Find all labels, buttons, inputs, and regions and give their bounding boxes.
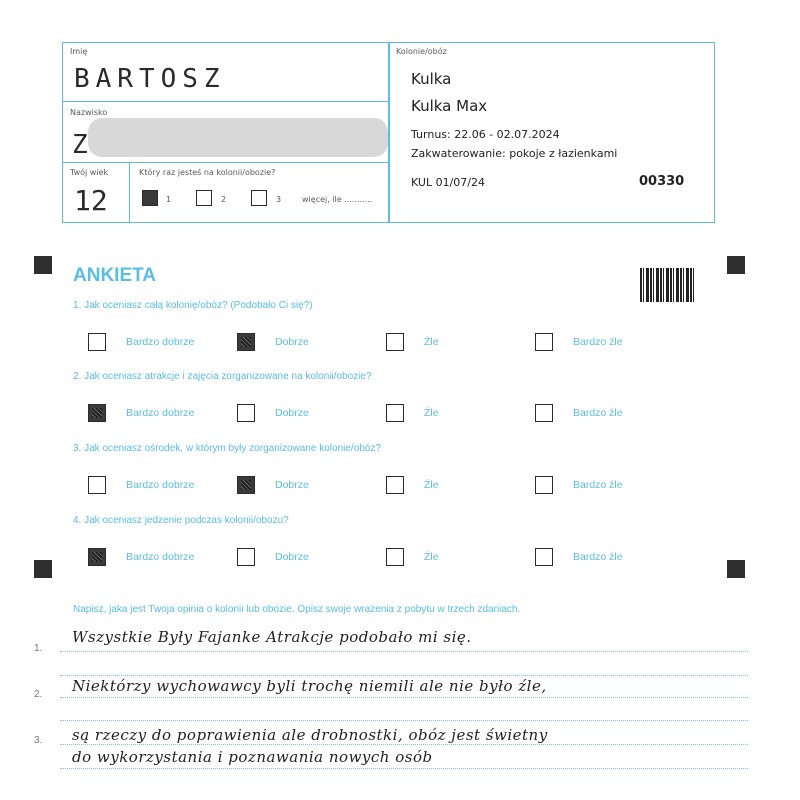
question-1-checkbox-1[interactable]	[88, 333, 106, 351]
question-3-checkbox-4[interactable]	[535, 476, 553, 494]
question-2-option-label: Bardzo dobrze	[126, 407, 195, 419]
opinion-rule-1	[60, 651, 748, 652]
question-4-option-label: Bardzo źle	[573, 551, 623, 563]
opinion-rule-2	[60, 675, 748, 676]
form-number: 00330	[639, 174, 685, 189]
question-1-option-label: Źle	[424, 336, 439, 348]
opinion-prompt: Napisz, jaka jest Twoja opinia o kolonii lub obozie. Opisz swoje wrażenia z pobytu w trzech zdaniach.	[73, 604, 521, 615]
divider-imie	[62, 101, 390, 102]
registration-mark-mid-right	[727, 560, 745, 578]
turnus-text: Turnus: 22.06 - 02.07.2024	[411, 128, 560, 141]
kolonie-line1: Kulka	[411, 70, 452, 88]
imie-value: BARTOSZ	[74, 64, 226, 94]
registration-mark-top-right	[727, 256, 745, 274]
question-4-option-label: Dobrze	[275, 551, 309, 563]
ktory-raz-option-more: więcej, ile ...........	[302, 195, 373, 204]
opinion-text-3: są rzeczy do poprawienia ale drobnostki, obóz jest świetny	[72, 726, 548, 744]
question-1-checkbox-4[interactable]	[535, 333, 553, 351]
question-2-text: 2. Jak oceniasz atrakcje i zajęcia zorganizowane na kolonii/obozie?	[73, 371, 372, 382]
question-4-option-label: Źle	[424, 551, 439, 563]
question-2-checkbox-4[interactable]	[535, 404, 553, 422]
kolonie-line2: Kulka Max	[411, 97, 488, 115]
barcode-icon	[640, 268, 694, 302]
question-4-text: 4. Jak oceniasz jedzenie podczas kolonii/obozu?	[73, 515, 289, 526]
zakwaterowanie-text: Zakwaterowanie: pokoje z łazienkami	[411, 147, 618, 160]
question-4-checkbox-1[interactable]	[88, 548, 106, 566]
opinion-text-4: do wykorzystania i poznawania nowych osób	[72, 748, 433, 766]
opinion-line-number-2: 2.	[34, 689, 43, 700]
registration-mark-mid-left	[34, 560, 52, 578]
question-4-option-label: Bardzo dobrze	[126, 551, 195, 563]
question-3-option-label: Bardzo dobrze	[126, 479, 195, 491]
opinion-rule-3	[60, 697, 748, 698]
ktory-raz-checkbox-1[interactable]	[142, 190, 158, 206]
question-3-option-label: Źle	[424, 479, 439, 491]
registration-mark-top-left	[34, 256, 52, 274]
opinion-rule-4	[60, 720, 748, 721]
opinion-text-1: Wszystkie Były Fajanke Atrakcje podobało mi się.	[72, 628, 472, 646]
ktory-raz-checkbox-2[interactable]	[196, 190, 212, 206]
ktory-raz-option-2: 2	[221, 195, 227, 204]
question-1-option-label: Bardzo dobrze	[126, 336, 195, 348]
kolonie-code: KUL 01/07/24	[411, 176, 485, 189]
question-2-checkbox-2[interactable]	[237, 404, 255, 422]
ktory-raz-checkbox-3[interactable]	[251, 190, 267, 206]
question-2-option-label: Bardzo źle	[573, 407, 623, 419]
question-3-checkbox-3[interactable]	[386, 476, 404, 494]
divider-nazwisko	[62, 162, 390, 163]
question-4-checkbox-3[interactable]	[386, 548, 404, 566]
divider-wiek	[129, 162, 130, 223]
question-3-option-label: Dobrze	[275, 479, 309, 491]
ktory-raz-option-1: 1	[166, 195, 172, 204]
kolonie-label: Kolonie/obóz	[396, 47, 447, 56]
wiek-label: Twój wiek	[70, 168, 109, 177]
imie-label: Imię	[70, 47, 88, 56]
question-3-checkbox-2[interactable]	[237, 476, 255, 494]
nazwisko-value: Z	[72, 130, 88, 160]
ktory-raz-label: Który raz jesteś na kolonii/obozie?	[139, 168, 276, 177]
question-1-checkbox-3[interactable]	[386, 333, 404, 351]
redaction-bar	[88, 118, 388, 157]
question-2-checkbox-1[interactable]	[88, 404, 106, 422]
ktory-raz-option-3: 3	[276, 195, 282, 204]
question-4-checkbox-4[interactable]	[535, 548, 553, 566]
opinion-line-number-1: 1.	[34, 643, 43, 654]
opinion-rule-6	[60, 768, 748, 769]
question-2-option-label: Dobrze	[275, 407, 309, 419]
wiek-value: 12	[74, 184, 108, 217]
question-3-checkbox-1[interactable]	[88, 476, 106, 494]
question-1-option-label: Dobrze	[275, 336, 309, 348]
ankieta-title: ANKIETA	[73, 265, 157, 286]
question-1-checkbox-2[interactable]	[237, 333, 255, 351]
question-1-option-label: Bardzo źle	[573, 336, 623, 348]
question-2-checkbox-3[interactable]	[386, 404, 404, 422]
opinion-rule-5	[60, 744, 748, 745]
opinion-line-number-3: 3.	[34, 735, 43, 746]
question-3-text: 3. Jak oceniasz ośrodek, w którym były zorganizowane kolonie/obóz?	[73, 443, 381, 454]
opinion-text-2: Niektórzy wychowawcy byli trochę niemili ale nie było źle,	[72, 677, 547, 695]
question-4-checkbox-2[interactable]	[237, 548, 255, 566]
question-2-option-label: Źle	[424, 407, 439, 419]
question-3-option-label: Bardzo źle	[573, 479, 623, 491]
question-1-text: 1. Jak oceniasz całą kolonię/obóz? (Podobało Ci się?)	[73, 300, 313, 311]
nazwisko-label: Nazwisko	[70, 108, 108, 117]
